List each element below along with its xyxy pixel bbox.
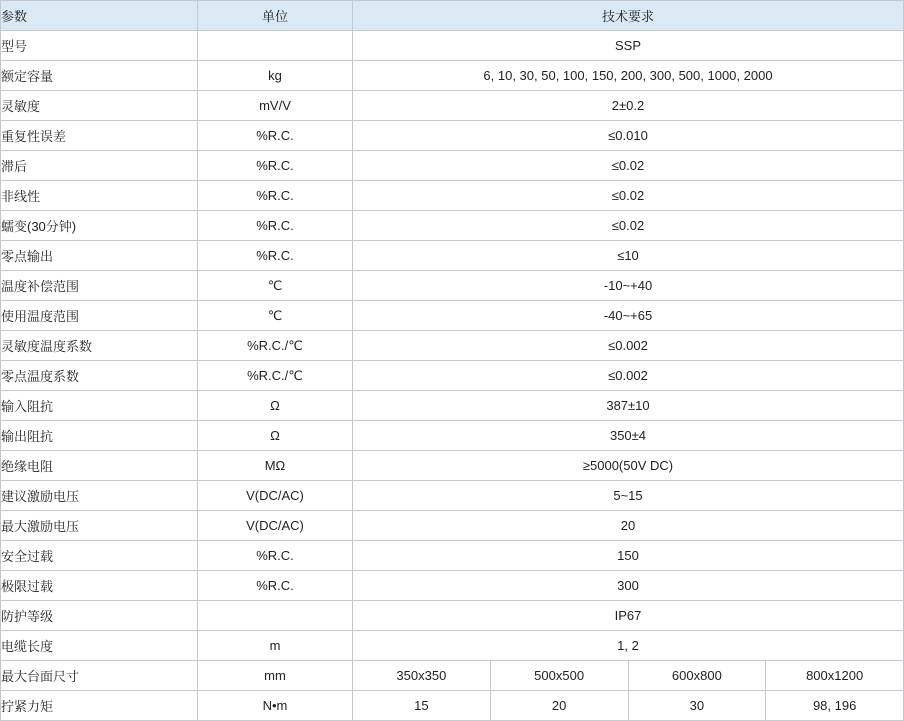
cell-value: 98, 196	[766, 691, 904, 721]
cell-unit	[198, 601, 353, 631]
cell-value: 20	[490, 691, 628, 721]
cell-requirement: ≤0.02	[353, 181, 904, 211]
cell-parameter: 拧紧力矩	[1, 691, 198, 721]
cell-unit: mm	[198, 661, 353, 691]
table-row	[1, 91, 904, 121]
cell-requirement: ≤0.002	[353, 331, 904, 361]
table-row	[1, 181, 904, 211]
table-row	[1, 361, 904, 391]
cell-requirement: IP67	[353, 601, 904, 631]
cell-unit: ℃	[198, 301, 353, 331]
cell-value: 350x350	[353, 661, 491, 691]
cell-unit: Ω	[198, 421, 353, 451]
cell-parameter: 最大激励电压	[1, 511, 198, 541]
cell-unit: %R.C.	[198, 151, 353, 181]
table-row	[1, 601, 904, 631]
cell-parameter: 零点温度系数	[1, 361, 198, 391]
cell-requirement: ≤0.02	[353, 151, 904, 181]
cell-parameter: 使用温度范围	[1, 301, 198, 331]
cell-requirement: 387±10	[353, 391, 904, 421]
cell-requirement: ≤0.010	[353, 121, 904, 151]
cell-unit: ℃	[198, 271, 353, 301]
cell-unit: %R.C.	[198, 241, 353, 271]
cell-parameter: 非线性	[1, 181, 198, 211]
table-row	[1, 451, 904, 481]
header-requirement: 技术要求	[353, 1, 904, 31]
table-body	[1, 31, 904, 721]
cell-parameter: 最大台面尺寸	[1, 661, 198, 691]
table-row	[1, 511, 904, 541]
table-row	[1, 61, 904, 91]
cell-parameter: 滞后	[1, 151, 198, 181]
cell-unit: %R.C.	[198, 541, 353, 571]
table-row	[1, 331, 904, 361]
table-row	[1, 31, 904, 61]
cell-unit	[198, 31, 353, 61]
cell-requirement: 350±4	[353, 421, 904, 451]
cell-value: 800x1200	[766, 661, 904, 691]
table-row-split	[1, 691, 904, 721]
header-unit: 单位	[198, 1, 353, 31]
cell-parameter: 绝缘电阻	[1, 451, 198, 481]
table-row	[1, 421, 904, 451]
table-row	[1, 631, 904, 661]
cell-unit: %R.C.	[198, 181, 353, 211]
cell-requirement: 150	[353, 541, 904, 571]
table-header	[1, 1, 904, 31]
cell-unit: %R.C./℃	[198, 331, 353, 361]
cell-value: 15	[353, 691, 491, 721]
cell-unit: %R.C.	[198, 211, 353, 241]
cell-requirement: 1, 2	[353, 631, 904, 661]
table-header-row	[1, 1, 904, 31]
table-row-split	[1, 661, 904, 691]
table-row	[1, 211, 904, 241]
cell-parameter: 防护等级	[1, 601, 198, 631]
table-row	[1, 121, 904, 151]
cell-unit: %R.C.	[198, 571, 353, 601]
cell-requirement: SSP	[353, 31, 904, 61]
cell-parameter: 极限过载	[1, 571, 198, 601]
cell-unit: Ω	[198, 391, 353, 421]
cell-requirement: 300	[353, 571, 904, 601]
cell-requirement: ≤0.02	[353, 211, 904, 241]
cell-unit: MΩ	[198, 451, 353, 481]
cell-value: 600x800	[628, 661, 766, 691]
cell-parameter: 灵敏度	[1, 91, 198, 121]
cell-parameter: 型号	[1, 31, 198, 61]
cell-requirement: 6, 10, 30, 50, 100, 150, 200, 300, 500, 1000, 2000	[353, 61, 904, 91]
cell-requirement: -10~+40	[353, 271, 904, 301]
cell-unit: mV/V	[198, 91, 353, 121]
cell-parameter: 灵敏度温度系数	[1, 331, 198, 361]
cell-unit: %R.C.	[198, 121, 353, 151]
table-row	[1, 571, 904, 601]
cell-unit: V(DC/AC)	[198, 481, 353, 511]
cell-unit: m	[198, 631, 353, 661]
cell-parameter: 输出阻抗	[1, 421, 198, 451]
cell-requirement: ≤10	[353, 241, 904, 271]
cell-parameter: 蠕变(30分钟)	[1, 211, 198, 241]
cell-unit: V(DC/AC)	[198, 511, 353, 541]
cell-requirement: -40~+65	[353, 301, 904, 331]
cell-parameter: 温度补偿范围	[1, 271, 198, 301]
table-row	[1, 151, 904, 181]
table-row	[1, 481, 904, 511]
cell-unit: kg	[198, 61, 353, 91]
cell-parameter: 输入阻抗	[1, 391, 198, 421]
cell-requirement: 2±0.2	[353, 91, 904, 121]
table-row	[1, 301, 904, 331]
cell-parameter: 重复性误差	[1, 121, 198, 151]
header-parameter: 参数	[1, 1, 198, 31]
cell-value: 500x500	[490, 661, 628, 691]
cell-requirement: ≥5000(50V DC)	[353, 451, 904, 481]
cell-parameter: 建议激励电压	[1, 481, 198, 511]
cell-requirement: 5~15	[353, 481, 904, 511]
cell-parameter: 电缆长度	[1, 631, 198, 661]
cell-unit: N•m	[198, 691, 353, 721]
table-row	[1, 271, 904, 301]
table-row	[1, 541, 904, 571]
cell-requirement: 20	[353, 511, 904, 541]
cell-unit: %R.C./℃	[198, 361, 353, 391]
cell-parameter: 额定容量	[1, 61, 198, 91]
table-row	[1, 391, 904, 421]
table-row	[1, 241, 904, 271]
cell-requirement: ≤0.002	[353, 361, 904, 391]
cell-parameter: 安全过载	[1, 541, 198, 571]
cell-parameter: 零点输出	[1, 241, 198, 271]
cell-value: 30	[628, 691, 766, 721]
